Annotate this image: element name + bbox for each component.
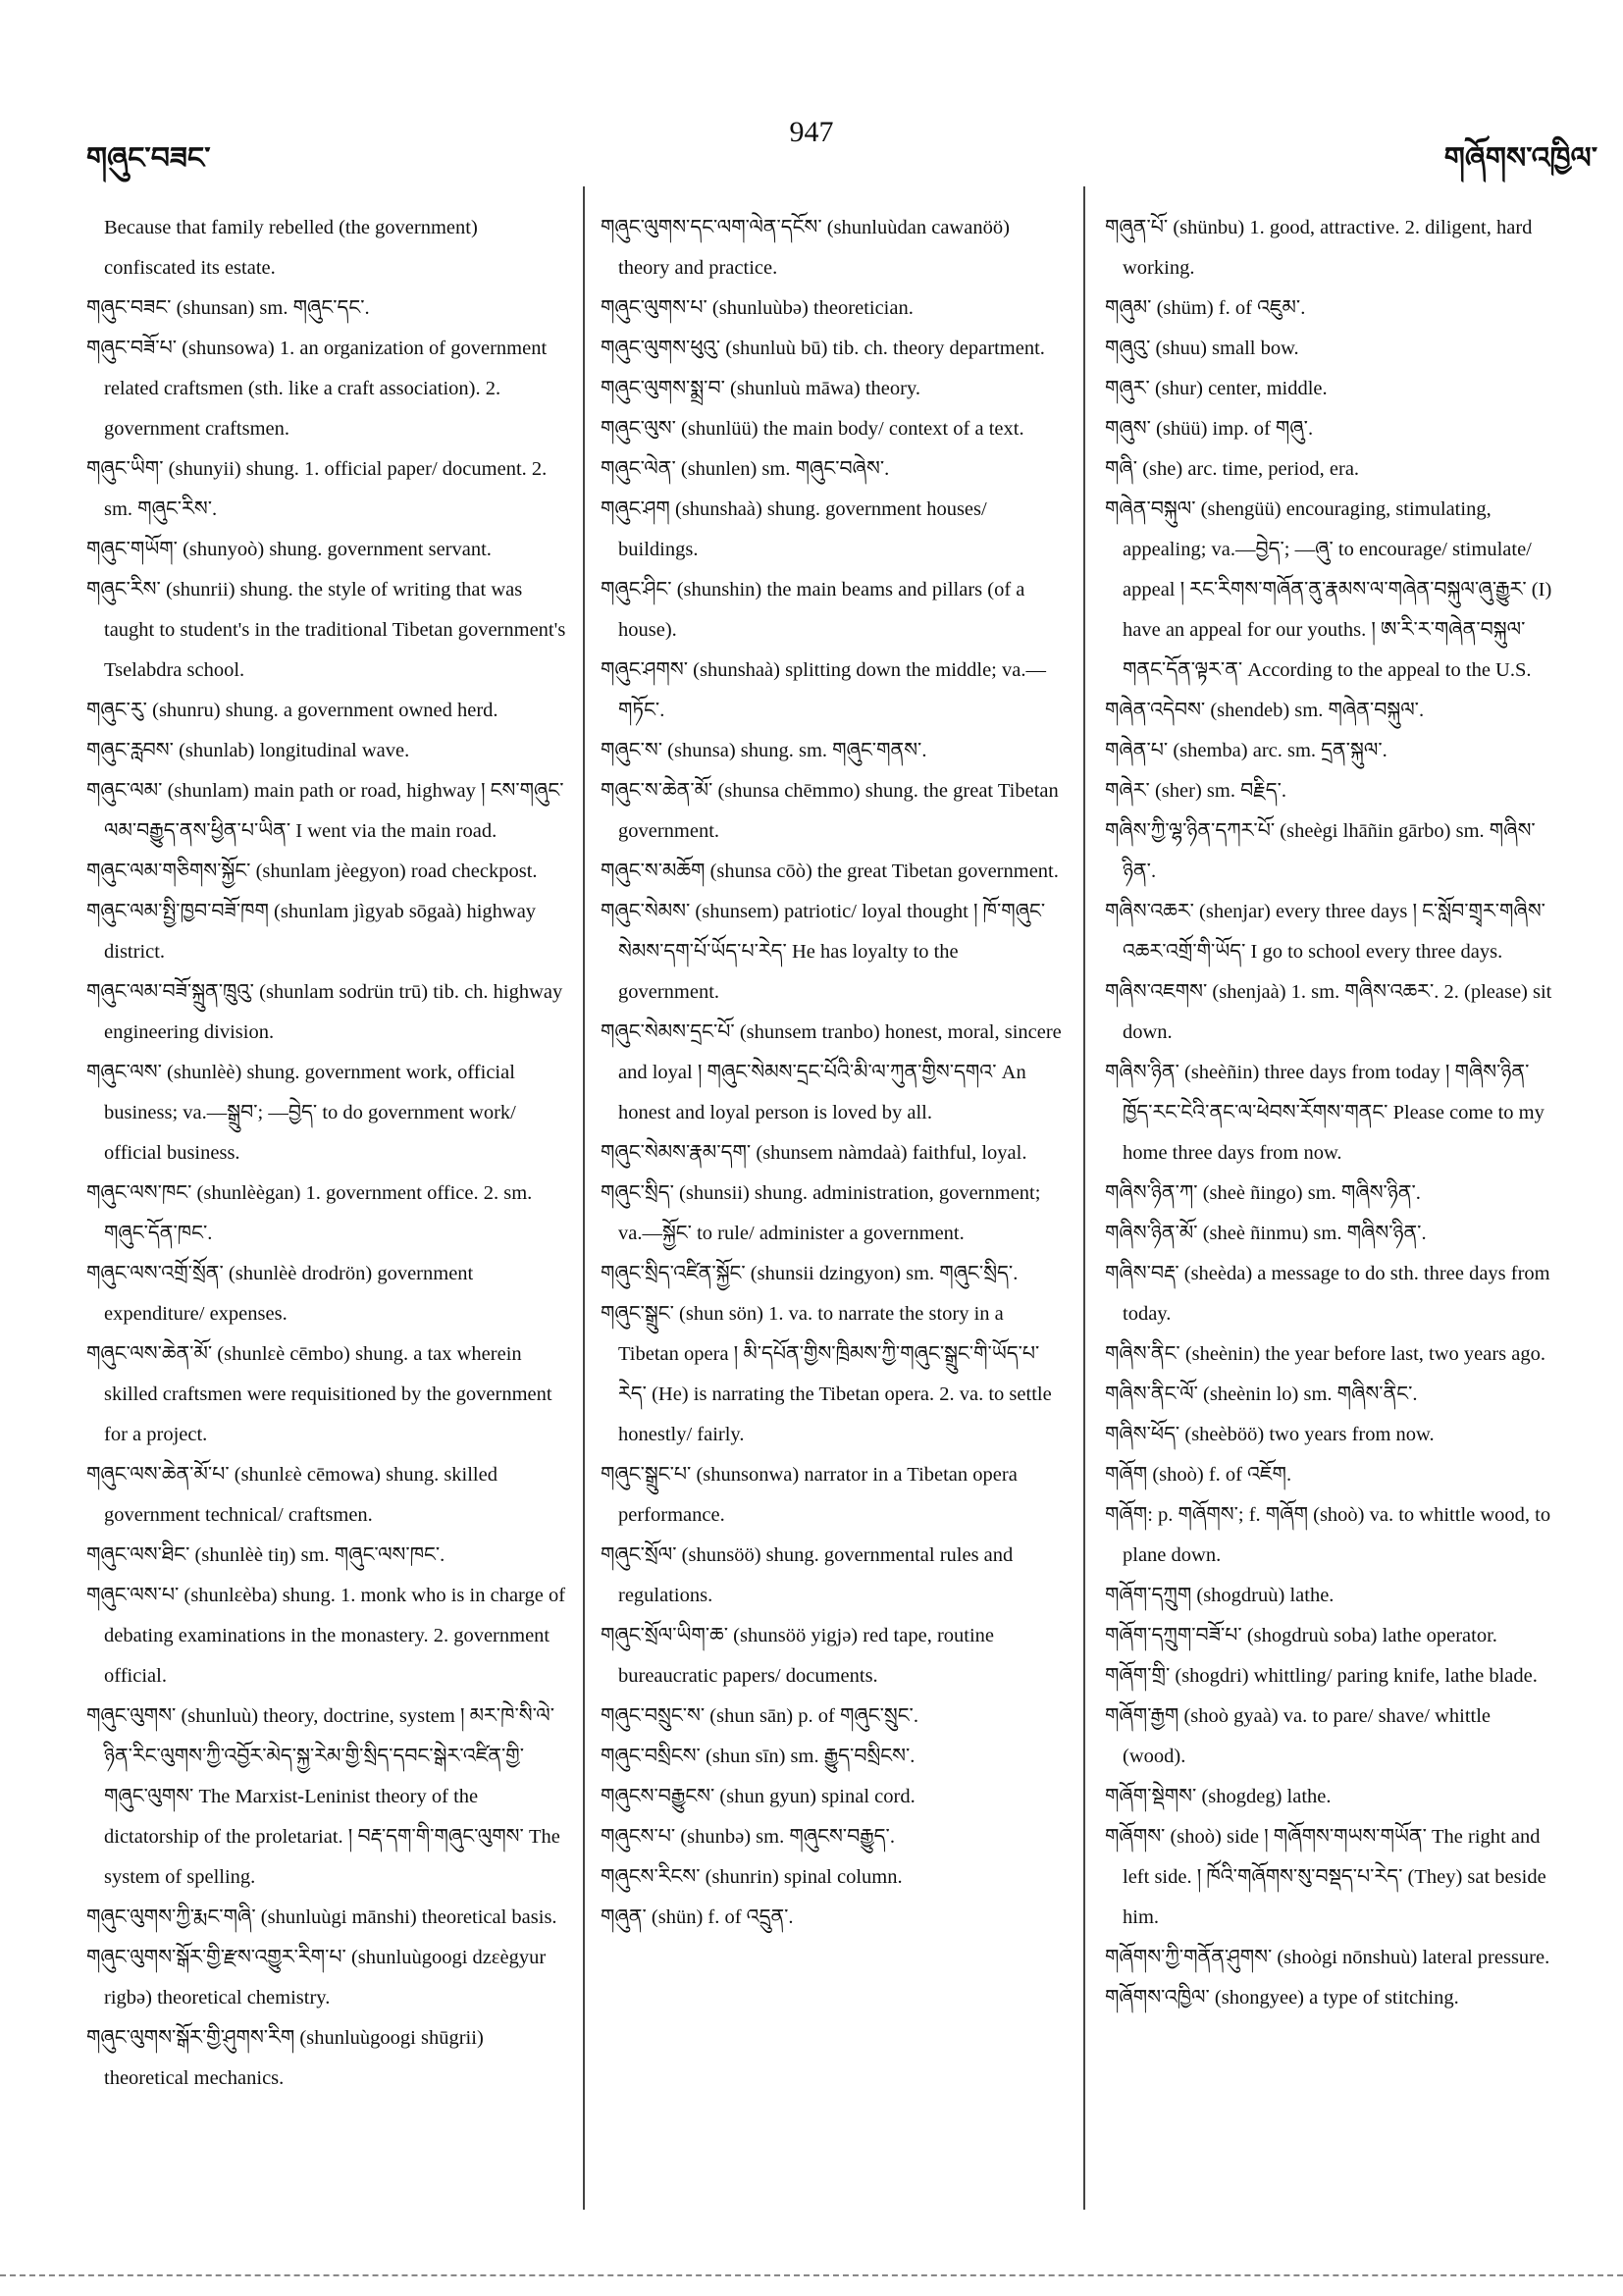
dictionary-entry: གཞུན་ (shün) f. of འདྲུན་. — [601, 1906, 794, 1928]
dictionary-entry: གཞོག (shoò) f. of འཇོག. — [1105, 1464, 1292, 1486]
dictionary-entry: གཞུམ་ (shüm) f. of འཇུམ་. — [1105, 297, 1306, 319]
dictionary-entry: གཞུང་ལམ་སྤྱི་ཁྱབ་བཟོ་ཁག (shunlam jìgyab sōgaà) highway district. — [86, 901, 537, 963]
page-number: 947 — [789, 116, 834, 148]
dictionary-entry: གཞུང་རུ་ (shunru) shung. a government owned herd. — [86, 700, 498, 721]
dictionary-entry: གཞུང་ལས་ཆེན་མོ་ (shunlεè cēmbo) shung. a tax wherein skilled craftsmen were requisitioned by the government for a project. — [86, 1343, 552, 1445]
dictionary-entry: གཞུང་སྒྲུང་ (shun sön) 1. va. to narrate the story in a Tibetan opera ། མི་དཔོན་གྱིས་ཁྲིམས་ཀྱི་གཞུང་སྒྲུང་གི་ཡོད་པ་རེད་ (He) is narrating the Tibetan opera. 2. va. to settle honestly/ fairly. — [601, 1303, 1052, 1445]
dictionary-entry: གཞུང་ལུགས་ (shunluù) theory, doctrine, system ། མར་ཁེ་སི་ལེ་ཉིན་རིང་ལུགས་ཀྱི་འབྱོར་མེད་སྐྱ་རེམ་གྱི་སྲིད་དབང་སྒེར་འཛིན་གྱི་གཞུང་ལུགས་ The Marxist-Leninist theory of the dictatorship of the proletariat. ། བརྡ་དག་གི་གཞུང་ལུགས་ The system of spelling. — [86, 1705, 560, 1888]
dictionary-entry: གཞིས་ཉིན་མོ་ (sheè ñinmu) sm. གཞིས་ཉིན་. — [1105, 1223, 1427, 1244]
dictionary-entry: གཞུང་སྒྲུང་པ་ (shunsonwa) narrator in a Tibetan opera performance. — [601, 1464, 1018, 1526]
column-1 — [86, 208, 567, 2099]
dictionary-entry: གཞུར་ (shur) center, middle. — [1105, 378, 1328, 399]
dictionary-entry: གཞོག་དཀྲུག་བཟོ་པ་ (shogdruù soba) lathe operator. — [1105, 1625, 1497, 1646]
dictionary-entry: གཞུང་ཤག (shunshaà) shung. government houses/ buildings. — [601, 498, 987, 560]
dictionary-entry: གཞུང་ལམ་ (shunlam) main path or road, highway ། ངས་གཞུང་ལམ་བརྒྱུད་ནས་ཕྱིན་པ་ཡིན་ I went via the main road. — [86, 780, 564, 842]
dictionary-entry: གཞུངས་བརྒྱུངས་ (shun gyun) spinal cord. — [601, 1786, 916, 1807]
dictionary-entry: གཞིས་ཉིན་ (sheèñin) three days from today ། གཞིས་ཉིན་ཁྱོད་རང་ངེའི་ནང་ལ་ཕེབས་རོགས་གནང་ Please come to my home three days from now. — [1105, 1062, 1544, 1164]
column-divider — [583, 186, 585, 2210]
dictionary-entry: གཞེར་ (sher) sm. བརྗིད་. — [1105, 780, 1287, 802]
dictionary-entry: གཞོགས་ (shoò) side ། གཞོགས་གཡས་གཡོན་ The right and left side. ། ཁོའི་གཞོགས་སུ་བསྡད་པ་རེད་ (They) sat beside him. — [1105, 1826, 1546, 1928]
dictionary-entry: གཞུངས་རིངས་ (shunrin) spinal column. — [601, 1866, 903, 1888]
header-right-word: གཞོགས་འཁྱིལ་ — [1443, 141, 1597, 176]
dictionary-entry: གཞུང་ལས་ཁང་ (shunlèègan) 1. government office. 2. sm. གཞུང་དོན་ཁང་. — [86, 1182, 533, 1244]
dictionary-entry: གཞུང་ས་ (shunsa) shung. sm. གཞུང་གནས་. — [601, 740, 927, 761]
dictionary-entry: གཞུང་ལེན་ (shunlen) sm. གཞུང་བཞེས་. — [601, 458, 890, 480]
dictionary-entry: གཞོག་གྲི་ (shogdri) whittling/ paring knife, lathe blade. — [1105, 1665, 1538, 1687]
dictionary-entry: གཞུངས་པ་ (shunbə) sm. གཞུངས་བརྒྱུད་. — [601, 1826, 895, 1848]
dictionary-entry: གཞུང་གཡོག་ (shunyoò) shung. government servant. — [86, 539, 492, 560]
dictionary-entry: གཞུང་ལུགས་སྒོར་གྱི་རྫས་འགྱུར་རིག་པ་ (shunluùgoogi dzεègyur rigbə) theoretical chemistry. — [86, 1947, 547, 2009]
column-2 — [601, 208, 1062, 1938]
column-divider — [1083, 186, 1085, 2210]
dictionary-entry: གཞུང་ལས་འགྲོ་སྲོན་ (shunlèè drodrön) government expenditure/ expenses. — [86, 1263, 474, 1325]
column-3 — [1105, 208, 1558, 2018]
dictionary-entry: གཞུང་བསྲིངས་ (shun sīn) sm. རྒྱུད་བསྲིངས་. — [601, 1746, 916, 1767]
dictionary-entry: གཞུང་ལམ་བཟོ་སྐྲུན་ཁྲུའུ་ (shunlam sodrün trū) tib. ch. highway engineering division. — [86, 981, 563, 1043]
dictionary-entry: གཞིས་ཉིན་ཀ་ (sheè ñingo) sm. གཞིས་ཉིན་. — [1105, 1182, 1421, 1204]
dictionary-entry: གཞུང་ལུགས་དང་ལག་ལེན་དངོས་ (shunluùdan cawanöö) theory and practice. — [601, 217, 1010, 279]
dictionary-entry: གཞུང་ལས་ཆེན་མོ་པ་ (shunlεè cēmowa) shung. skilled government technical/ craftsmen. — [86, 1464, 497, 1526]
dictionary-entry: གཞུང་སྲོལ་ (shunsöö) shung. governmental rules and regulations. — [601, 1544, 1014, 1606]
dictionary-entry: གཞུང་ཡིག་ (shunyii) shung. 1. official paper/ document. 2. sm. གཞུང་རིས་. — [86, 458, 548, 520]
dictionary-entry: གཞུང་སྲིད་ (shunsii) shung. administration, government; va.—སྐྱོང་ to rule/ administer a government. — [601, 1182, 1041, 1244]
dictionary-entry: གཞུང་ལས་ཐིང་ (shunlèè tiŋ) sm. གཞུང་ལས་ཁང་. — [86, 1544, 445, 1566]
dictionary-entry: གཞུང་ཤགས་ (shunshaà) splitting down the middle; va.—གཏོང་. — [601, 659, 1046, 721]
dictionary-entry: གཞོགས་ཀྱི་གནོན་ཤུགས་ (shoògi nōnshuù) lateral pressure. — [1105, 1947, 1550, 1968]
header-left-word: གཞུང་བཟང་ — [86, 141, 211, 176]
dictionary-entry: གཞུང་ལས་ (shunlèè) shung. government work, official business; va.—སྒྲུབ་; —བྱེད་ to do government work/ official business. — [86, 1062, 516, 1164]
dictionary-entry: གཞུན་པོ་ (shünbu) 1. good, attractive. 2. diligent, hard working. — [1105, 217, 1533, 279]
dictionary-entry: གཞིས་བརྡ་ (sheèda) a message to do sth. three days from today. — [1105, 1263, 1550, 1325]
dictionary-entry: གཞོག་དཀྲུག (shogdruù) lathe. — [1105, 1585, 1335, 1606]
dictionary-entry: Because that family rebelled (the government) confiscated its estate. — [104, 217, 478, 279]
dictionary-entry: གཞོག་རྒྱག (shoò gyaà) va. to pare/ shave/ whittle (wood). — [1105, 1705, 1492, 1767]
dictionary-entry: གཞུས་ (shüü) imp. of གཞུ་. — [1105, 418, 1314, 440]
dictionary-entry: གཞི་ (she) arc. time, period, era. — [1105, 458, 1360, 480]
dictionary-entry: གཞེན་འདེབས་ (shendeb) sm. གཞེན་བསྐུལ་. — [1105, 700, 1425, 721]
dictionary-entry: གཞུང་སེམས་དྲང་པོ་ (shunsem tranbo) honest, moral, sincere and loyal ། གཞུང་སེམས་དྲང་པོའི་མི་ལ་ཀུན་གྱིས་དགའ་ An honest and loyal person is loved by all. — [601, 1021, 1062, 1123]
dictionary-entry: གཞུང་སྲོལ་ཡིག་ཆ་ (shunsöö yigjə) red tape, routine bureaucratic papers/ documents. — [601, 1625, 995, 1687]
dictionary-entry: གཞུང་སེམས་ (shunsem) patriotic/ loyal thought ། ཁོ་གཞུང་སེམས་དག་པོ་ཡོད་པ་རེད་ He has loyalty to the government. — [601, 901, 1046, 1003]
dictionary-entry: གཞུང་ལས་པ་ (shunlεèba) shung. 1. monk who is in charge of debating examinations in the monastery. 2. government official. — [86, 1585, 566, 1687]
dictionary-entry: གཞུང་ལུགས་ཕུའུ་ (shunluù bū) tib. ch. theory department. — [601, 338, 1045, 359]
dictionary-entry: གཞེན་བསྐུལ་ (shengüü) encouraging, stimulating, appealing; va.—བྱེད་; —ཞུ་ to encourage/ stimulate/ appeal ། རང་རིགས་གཞོན་ནུ་རྣམས་ལ་གཞེན་བསྐུལ་ཞུ་རྒྱུར་ (I) have an appeal for our youths. ། ཨ་རི་ར་གཞེན་བསྐུལ་གནང་དོན་ལྟར་ན་ According to the appeal to the U.S. — [1105, 498, 1552, 681]
dictionary-entry: གཞུང་རིས་ (shunrii) shung. the style of writing that was taught to student's in the traditional Tibetan government's Tselabdra school. — [86, 579, 566, 681]
dictionary-entry: གཞུང་ལུགས་པ་ (shunluùbə) theoretician. — [601, 297, 914, 319]
dictionary-entry: གཞུང་ལམ་གཅིགས་སྐྱོང་ (shunlam jèegyon) road checkpost. — [86, 861, 538, 882]
dictionary-entry: གཞིས་འཆར་ (shenjar) every three days ། ང་སློབ་གྲྭར་གཞིས་འཆར་འགྲོ་གི་ཡོད་ I go to school every three days. — [1105, 901, 1545, 963]
dictionary-entry: གཞུང་ལུས་ (shunlüü) the main body/ context of a text. — [601, 418, 1024, 440]
dictionary-entry: གཞུང་ལུགས་སྨྲ་བ་ (shunluù māwa) theory. — [601, 378, 920, 399]
dictionary-entry: གཞུང་ཤིང་ (shunshin) the main beams and pillars (of a house). — [601, 579, 1025, 641]
dictionary-entry: གཞུང་སེམས་རྣམ་དག་ (shunsem nàmdaà) faithful, loyal. — [601, 1142, 1027, 1164]
dictionary-entry: གཞིས་ནིང་ལོ་ (sheènin lo) sm. གཞིས་ནིང་. — [1105, 1383, 1418, 1405]
dictionary-entry: གཞོག: p. གཞོགས་; f. གཞོག (shoò) va. to whittle wood, to plane down. — [1105, 1504, 1551, 1566]
dictionary-entry: གཞིས་ཀྱི་ལྷ་ཉིན་དཀར་པོ་ (sheègi lhāñin gārbo) sm. གཞིས་ཉིན་. — [1105, 820, 1536, 882]
dictionary-entry: གཞུང་ལུགས་སྒོར་གྱི་ཤུགས་རིག (shunluùgoogi shūgrii) theoretical mechanics. — [86, 2027, 484, 2089]
dictionary-entry: གཞུང་བསྲུང་ས་ (shun sān) p. of གཞུང་སྲུང་. — [601, 1705, 918, 1727]
dictionary-entry: གཞུང་བཟང་ (shunsan) sm. གཞུང་དང་. — [86, 297, 370, 319]
dictionary-entry: གཞུང་སྲིད་འཛིན་སྐྱོང་ (shunsii dzingyon) sm. གཞུང་སྲིད་. — [601, 1263, 1019, 1284]
dictionary-entry: གཞིས་འཇགས་ (shenjaà) 1. sm. གཞིས་འཆར་. 2. (please) sit down. — [1105, 981, 1552, 1043]
dictionary-entry: གཞུང་ས་ཆེན་མོ་ (shunsa chēmmo) shung. the great Tibetan government. — [601, 780, 1059, 842]
dictionary-entry: གཞུང་རླབས་ (shunlab) longitudinal wave. — [86, 740, 410, 761]
bottom-rule — [0, 2274, 1623, 2276]
dictionary-entry: གཞུའུ་ (shuu) small bow. — [1105, 338, 1299, 359]
dictionary-entry: གཞོག་སྡེགས་ (shogdeg) lathe. — [1105, 1786, 1332, 1807]
dictionary-entry: གཞུང་བཟོ་པ་ (shunsowa) 1. an organization of government related craftsmen (sth. like a craft association). 2. government craftsmen. — [86, 338, 548, 440]
dictionary-entry: གཞུང་ལུགས་ཀྱི་རྨང་གཞི་ (shunluùgi mānshi) theoretical basis. — [86, 1906, 557, 1928]
dictionary-entry: གཞིས་ནིང་ (sheènin) the year before last, two years ago. — [1105, 1343, 1545, 1365]
dictionary-entry: གཞོགས་འཁྱིལ་ (shongyee) a type of stitching. — [1105, 1987, 1459, 2009]
dictionary-entry: གཞེན་པ་ (shemba) arc. sm. དྲན་སྐུལ་. — [1105, 740, 1387, 761]
dictionary-entry: གཞིས་ཕོད་ (sheèböö) two years from now. — [1105, 1424, 1435, 1445]
dictionary-entry: གཞུང་ས་མཆོག (shunsa cōò) the great Tibetan government. — [601, 861, 1059, 882]
